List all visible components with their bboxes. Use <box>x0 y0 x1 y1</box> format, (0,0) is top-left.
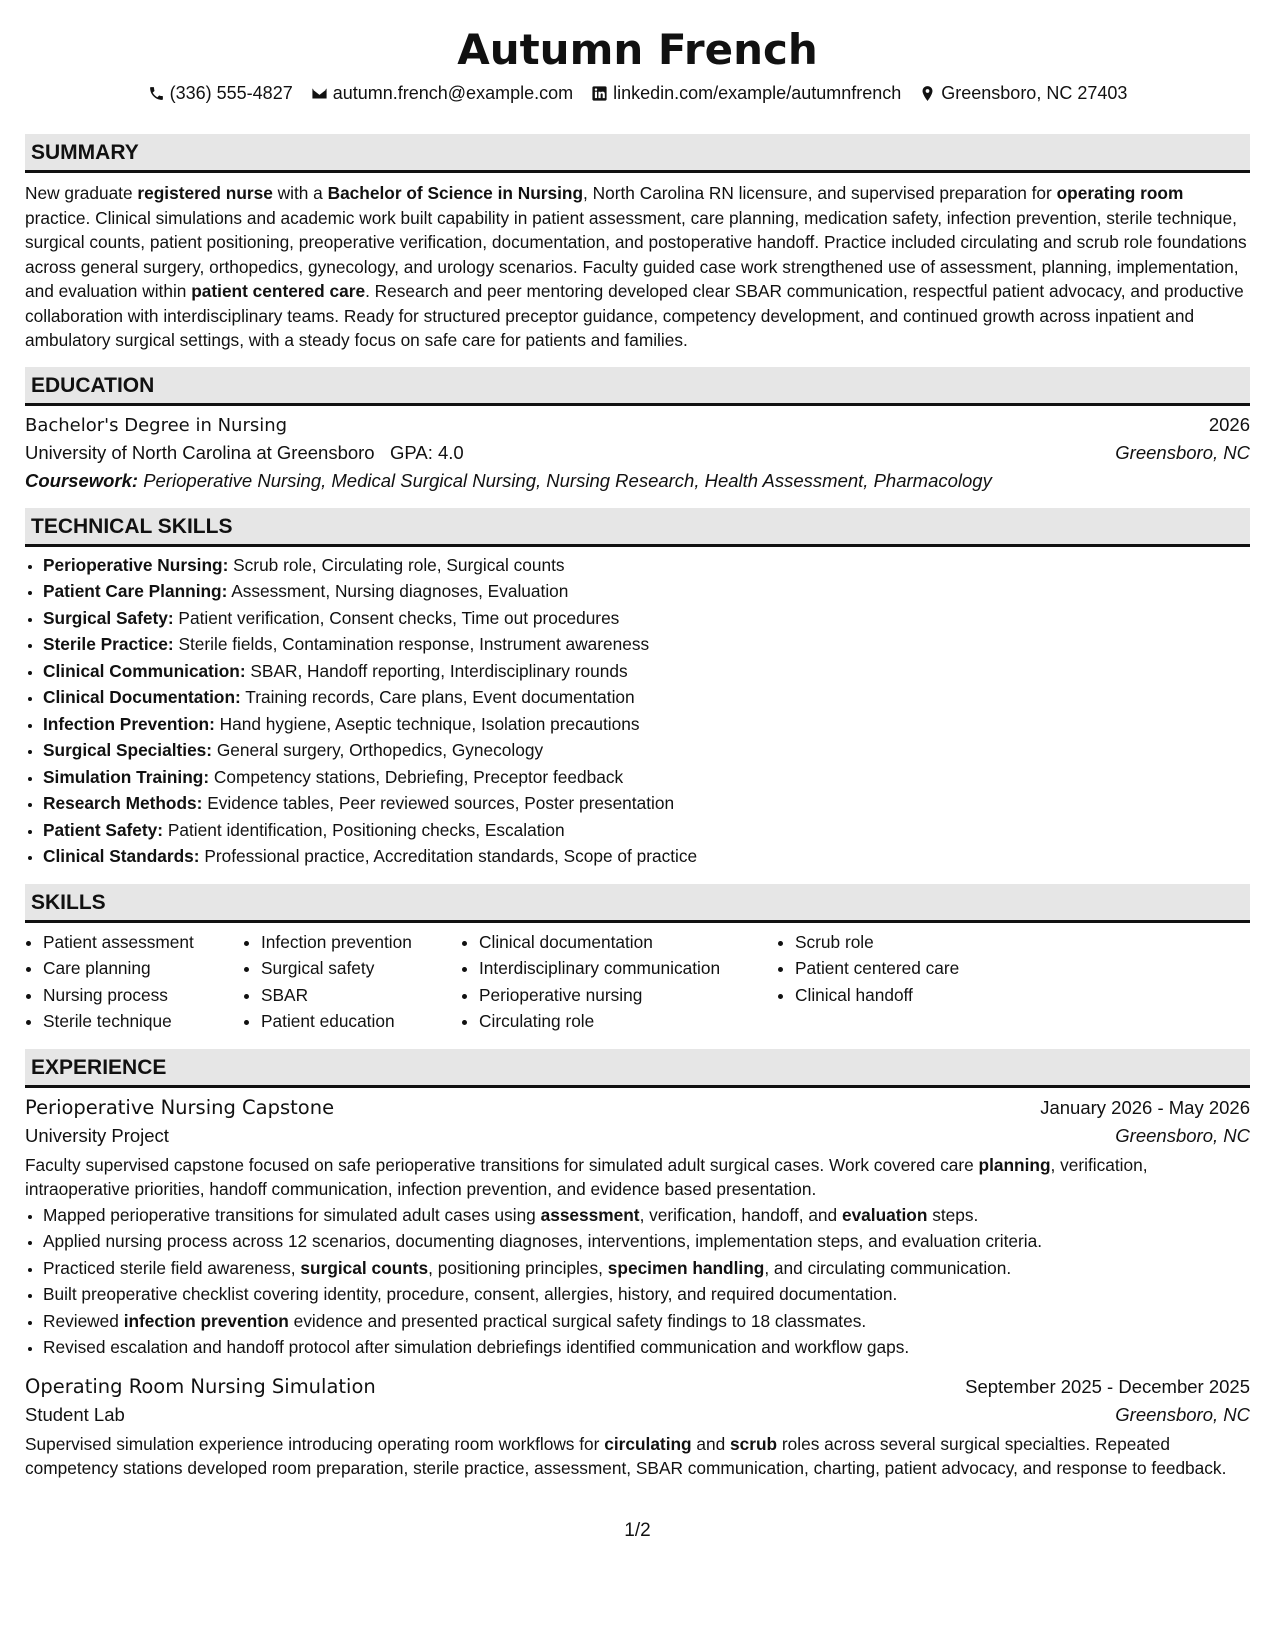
job-bullet-segment: Revised escalation and handoff protocol after simulation debriefings identified communication and workflow gaps. <box>43 1337 910 1357</box>
technical-skills-heading: TECHNICAL SKILLS <box>25 508 1250 547</box>
phone-icon <box>148 85 165 102</box>
skill-item: • Care planning <box>43 955 243 982</box>
job-bullet <box>43 1281 1250 1308</box>
technical-skill-item <box>43 764 1250 791</box>
contact-linkedin[interactable] <box>591 80 901 106</box>
technical-skill-item <box>43 790 1250 817</box>
education-section <box>25 367 1250 492</box>
summary-segment: Bachelor of Science in Nursing <box>327 183 584 203</box>
summary-section <box>25 134 1250 353</box>
technical-skill-value: Patient verification, Consent checks, Time out procedures <box>173 607 620 628</box>
technical-skill-value: General surgery, Orthopedics, Gynecology <box>212 740 544 760</box>
coursework-label: Coursework: <box>25 469 139 491</box>
education-row-1 <box>25 414 1250 436</box>
summary-segment: , North Carolina RN licensure, and supervised preparation for <box>583 183 1057 203</box>
skill-item: • SBAR <box>261 982 461 1009</box>
contact-phone[interactable] <box>148 80 293 106</box>
job-description-segment: circulating <box>604 1433 692 1454</box>
skill-item: • Patient assessment <box>43 929 243 956</box>
skills-column <box>777 929 1095 1035</box>
school-name: University of North Carolina at Greensboro <box>25 441 375 463</box>
job-bullet-segment: Reviewed <box>43 1310 124 1331</box>
skills-section <box>25 884 1250 1035</box>
job-description <box>25 1432 1250 1481</box>
technical-skills-section <box>25 508 1250 870</box>
job-bullet <box>43 1334 1250 1361</box>
job-organization: University Project <box>25 1124 169 1146</box>
job-bullet-segment: assessment <box>540 1204 640 1225</box>
technical-skill-value: Training records, Care plans, Event documentation <box>240 687 635 707</box>
skill-item: • Clinical handoff <box>795 982 1095 1009</box>
job-bullet <box>43 1308 1250 1335</box>
technical-skill-value: Hand hygiene, Aseptic technique, Isolation precautions <box>214 713 640 734</box>
technical-skill-value: SBAR, Handoff reporting, Interdisciplinary rounds <box>245 660 628 681</box>
location-text: Greensboro, NC 27403 <box>941 83 1128 103</box>
envelope-icon <box>311 85 328 102</box>
job-header <box>25 1096 1250 1119</box>
job-bullet-segment: Built preoperative checklist covering identity, procedure, consent, allergies, history, and required documentation. <box>43 1284 898 1304</box>
summary-text <box>25 181 1250 353</box>
summary-segment: . Research and peer mentoring developed clear SBAR communication, respectful patient advocacy, and productive collaboration with interdisciplinary teams. Ready for structured preceptor guidance, competency development, and continued growth across inpatient and ambulatory surgical settings, with a steady focus on safe care for patients and families. <box>25 281 1244 350</box>
contact-location <box>919 80 1127 106</box>
technical-skill-label: Simulation Training: <box>43 766 210 787</box>
candidate-name: Autumn French <box>457 25 818 74</box>
job-bullet-segment: , verification, handoff, and <box>639 1204 842 1225</box>
skill-item: • Clinical documentation <box>479 929 777 956</box>
job-description-segment: , verification, intraoperative priorities, handoff communication, infection prevention, and evidence based presentation. <box>25 1154 1148 1199</box>
coursework-list: Perioperative Nursing, Medical Surgical Nursing, Nursing Research, Health Assessment, Pharmacology <box>143 469 992 491</box>
skills-column <box>25 929 243 1035</box>
technical-skill-label: Patient Care Planning: <box>43 581 228 601</box>
job-bullet-segment: specimen handling <box>607 1257 765 1278</box>
technical-skill-label: Clinical Communication: <box>43 660 246 681</box>
technical-skill-item <box>43 578 1250 605</box>
job-description-segment: Supervised simulation experience introducing operating room workflows for <box>25 1433 605 1454</box>
summary-segment: operating room <box>1056 183 1184 203</box>
skill-item: • Patient centered care <box>795 955 1095 982</box>
school-location: Greensboro, NC <box>1115 441 1250 463</box>
skill-item: • Perioperative nursing <box>479 982 777 1009</box>
job-description-segment: Faculty supervised capstone focused on safe perioperative transitions for simulated adult surgical cases. Work covered care <box>25 1154 979 1175</box>
technical-skill-item <box>43 843 1250 870</box>
experience-list <box>25 1096 1250 1481</box>
job-entry <box>25 1375 1250 1481</box>
job-location: Greensboro, NC <box>1115 1403 1250 1425</box>
skills-columns <box>25 929 1250 1035</box>
job-subheader <box>25 1125 1250 1147</box>
degree-title: Bachelor's Degree in Nursing <box>25 414 288 436</box>
job-description-segment: and <box>691 1433 731 1454</box>
phone-text: (336) 555-4827 <box>169 83 293 103</box>
summary-segment: registered nurse <box>137 183 273 203</box>
education-row-2 <box>25 442 1250 464</box>
job-bullet-segment: evaluation <box>841 1204 928 1225</box>
skills-heading: SKILLS <box>25 884 1250 923</box>
job-bullet-segment: surgical counts <box>300 1257 429 1278</box>
education-heading: EDUCATION <box>25 367 1250 406</box>
summary-segment: with a <box>272 183 328 203</box>
job-dates: September 2025 - December 2025 <box>965 1375 1250 1397</box>
school-line <box>25 442 464 464</box>
summary-segment: patient centered care <box>191 281 366 301</box>
job-description-segment: roles across several surgical specialties. Repeated competency stations developed room preparation, sterile practice, assessment, SBAR communication, charting, patient advocacy, and response to feedback. <box>25 1433 1227 1478</box>
job-entry <box>25 1096 1250 1361</box>
technical-skill-label: Patient Safety: <box>43 819 164 840</box>
linkedin-text: linkedin.com/example/autumnfrench <box>613 83 902 103</box>
skill-item: • Scrub role <box>795 929 1095 956</box>
skill-item: • Infection prevention <box>261 929 461 956</box>
technical-skill-item <box>43 817 1250 844</box>
job-description-segment: scrub <box>730 1433 778 1454</box>
skill-item: • Circulating role <box>479 1008 777 1035</box>
experience-heading: EXPERIENCE <box>25 1049 1250 1088</box>
skill-item: • Patient education <box>261 1008 461 1035</box>
summary-heading: SUMMARY <box>25 134 1250 173</box>
technical-skill-value: Evidence tables, Peer reviewed sources, Poster presentation <box>202 793 675 813</box>
job-bullet-segment: evidence and presented practical surgical safety findings to 18 classmates. <box>288 1310 867 1331</box>
contact-bar <box>25 80 1250 106</box>
job-description <box>25 1153 1250 1202</box>
job-bullet-segment: , and circulating communication. <box>764 1257 1012 1278</box>
skill-item: • Nursing process <box>43 982 243 1009</box>
job-subheader <box>25 1404 1250 1426</box>
technical-skill-label: Research Methods: <box>43 793 203 813</box>
technical-skill-value: Assessment, Nursing diagnoses, Evaluation <box>227 581 569 601</box>
technical-skill-label: Perioperative Nursing: <box>43 554 229 575</box>
job-title: Perioperative Nursing Capstone <box>25 1095 335 1119</box>
job-organization: Student Lab <box>25 1403 125 1425</box>
technical-skill-value: Scrub role, Circulating role, Surgical counts <box>228 554 565 575</box>
coursework-line <box>25 470 1250 492</box>
page-number: 1/2 <box>624 1520 651 1541</box>
technical-skill-item <box>43 552 1250 579</box>
technical-skill-label: Infection Prevention: <box>43 713 215 734</box>
skill-item: • Surgical safety <box>261 955 461 982</box>
technical-skill-value: Patient identification, Positioning checks, Escalation <box>163 819 565 840</box>
technical-skill-label: Surgical Safety: <box>43 607 174 628</box>
technical-skill-label: Clinical Documentation: <box>43 687 241 707</box>
gpa: GPA: 4.0 <box>390 441 464 463</box>
job-bullet-segment: Applied nursing process across 12 scenarios, documenting diagnoses, interventions, implementation steps, and evaluation criteria. <box>43 1231 1043 1251</box>
job-dates: January 2026 - May 2026 <box>1040 1096 1250 1118</box>
technical-skill-label: Clinical Standards: <box>43 846 200 866</box>
technical-skill-value: Sterile fields, Contamination response, Instrument awareness <box>173 634 650 654</box>
job-bullet <box>43 1255 1250 1282</box>
email-text: autumn.french@example.com <box>332 83 574 103</box>
skills-column <box>243 929 461 1035</box>
technical-skill-value: Competency stations, Debriefing, Preceptor feedback <box>209 766 624 787</box>
experience-section <box>25 1049 1250 1481</box>
linkedin-icon <box>591 85 608 102</box>
degree-year: 2026 <box>1208 413 1250 435</box>
technical-skills-list <box>25 552 1250 870</box>
job-bullet <box>43 1228 1250 1255</box>
map-pin-icon <box>919 85 936 102</box>
job-bullet-segment: Mapped perioperative transitions for simulated adult cases using <box>43 1204 541 1225</box>
technical-skill-item <box>43 605 1250 632</box>
technical-skill-item <box>43 631 1250 658</box>
technical-skill-item <box>43 658 1250 685</box>
job-bullet-segment: steps. <box>927 1204 979 1225</box>
job-description-segment: planning <box>978 1154 1051 1175</box>
technical-skill-label: Sterile Practice: <box>43 634 174 654</box>
job-bullet-segment: Practiced sterile field awareness, <box>43 1257 301 1278</box>
summary-segment: practice. Clinical simulations and academic work built capability in patient assessment, care planning, medication safety, infection prevention, sterile technique, surgical counts, patient positioning, preoperative verification, documentation, and postoperative handoff. Practice included circulating and scrub role foundations across general surgery, orthopedics, gynecology, and urology scenarios. Faculty guided case work strengthened use of assessment, planning, implementation, and evaluation within <box>25 207 1247 301</box>
job-header <box>25 1375 1250 1398</box>
job-title: Operating Room Nursing Simulation <box>25 1374 376 1398</box>
contact-email[interactable] <box>311 80 573 106</box>
job-bullets <box>25 1202 1250 1361</box>
job-bullet-segment: infection prevention <box>123 1310 289 1331</box>
technical-skill-value: Professional practice, Accreditation standards, Scope of practice <box>199 846 698 866</box>
skill-item: • Interdisciplinary communication <box>479 955 777 982</box>
skills-column <box>461 929 777 1035</box>
job-bullet-segment: , positioning principles, <box>428 1257 608 1278</box>
skill-item: • Sterile technique <box>43 1008 243 1035</box>
technical-skill-item <box>43 737 1250 764</box>
technical-skill-label: Surgical Specialties: <box>43 740 213 760</box>
job-location: Greensboro, NC <box>1115 1124 1250 1146</box>
technical-skill-item <box>43 711 1250 738</box>
summary-segment: New graduate <box>25 183 138 203</box>
job-bullet <box>43 1202 1250 1229</box>
resume-page <box>25 0 1250 1481</box>
technical-skill-item <box>43 684 1250 711</box>
